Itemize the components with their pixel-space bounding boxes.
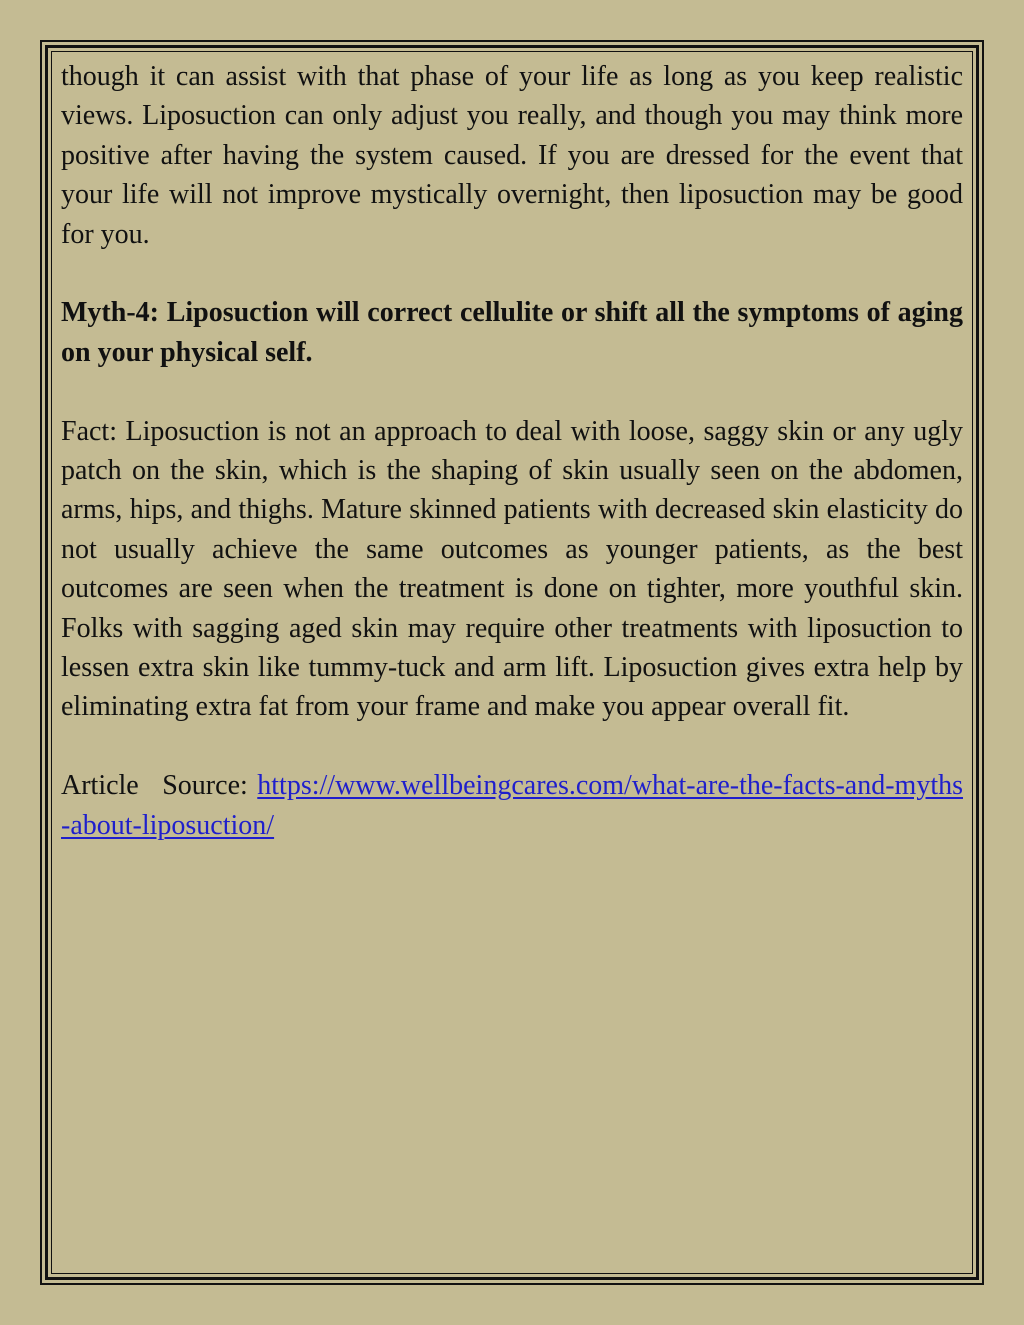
fact-paragraph: Fact: Liposuction is not an approach to deal with loose, saggy skin or any ugly patch on the skin, which is the shaping of skin usually seen on the abdomen, arms, hips, and thighs. Mature skinned patients with decreased skin elasticity do not usually achieve the same outcomes as younger patients, as the best outcomes are seen when the treatment is done on tighter, more youthful skin. Folks with sagging aged skin may require other treatments with liposuction to lessen extra skin like tummy-tuck and arm lift. Liposuction gives extra help by eliminating extra fat from your frame and make you appear overall fit. (61, 415, 963, 723)
myth-heading: Myth-4: Liposuction will correct cellulite or shift all the symptoms of aging on your physical self. (61, 297, 963, 368)
source-link[interactable]: https://www.wellbeingcares.com/what-are-the-facts-and-myths-about-liposuction/ (61, 770, 963, 841)
document-body (61, 57, 963, 884)
article-source (61, 766, 963, 845)
body-paragraph: though it can assist with that phase of your life as long as you keep realistic views. Liposuction can only adjust you really, and though you may think more positive after having the system caused. If you are dressed for the event that your life will not improve mystically overnight, then liposuction may be good for you. (61, 61, 963, 250)
source-label: Article Source: (61, 770, 248, 802)
